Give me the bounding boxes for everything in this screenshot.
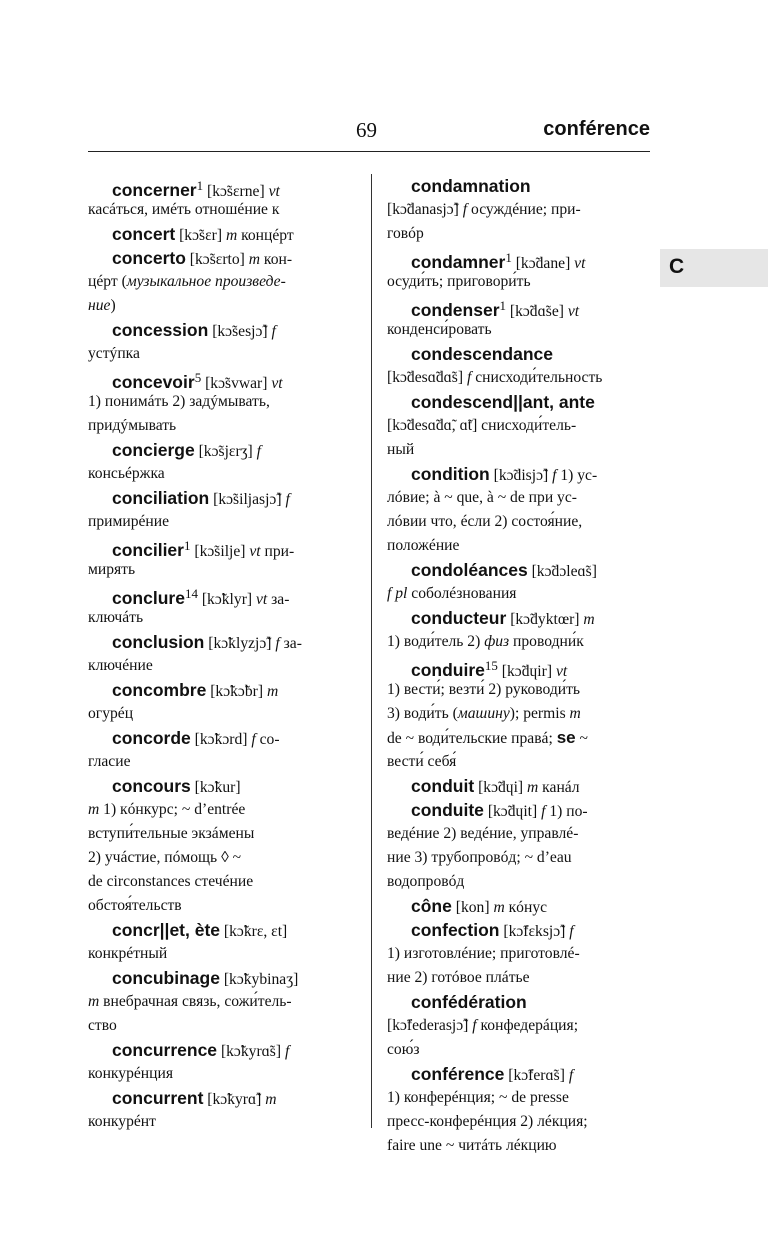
entry-text: кон- [260, 251, 293, 268]
entry-text: faire une ~ читáть лéкцию [387, 1137, 557, 1154]
entry-continuation-line [387, 366, 649, 390]
grammar-label: m [88, 801, 100, 818]
entry-text: [kɔ̃dɔleɑ̃s] [527, 563, 597, 580]
entry-line [387, 1062, 649, 1086]
headword: concurrent [112, 1088, 204, 1108]
entry-text: устýпка [88, 345, 140, 362]
headword: concession [112, 320, 209, 340]
entry-text: осуждéние; при- [467, 201, 581, 218]
headword: concert [112, 224, 176, 244]
entry-continuation-line [387, 486, 649, 510]
entry-text: касáться, имéть отношéние к [88, 201, 280, 218]
headword: concerto [112, 248, 186, 268]
grammar-label: f pl [387, 585, 408, 602]
entry-continuation-line [88, 846, 333, 870]
entry-text: [kɔ̃dyktœr] [506, 611, 584, 628]
entry-text: 1) вести́; везти́ 2) руководи́ть [387, 681, 581, 698]
entry-line [88, 222, 333, 246]
grammar-label: m [248, 251, 261, 268]
running-head [88, 118, 650, 150]
headword: conduite [411, 800, 484, 820]
entry-text: [kɔ̃dɑ̃se] [506, 303, 568, 321]
headword: concorde [112, 728, 191, 748]
entry-text: ние 2) готóвое плáтье [387, 969, 530, 986]
entry-continuation-line [387, 942, 649, 966]
entry-line [387, 390, 649, 414]
entry-continuation-line [88, 1062, 333, 1086]
entry-line [88, 1038, 333, 1062]
entry-text: [kɔ̃kyrɑ̃s] [217, 1043, 285, 1060]
entry-line [88, 774, 333, 798]
entry-line [387, 558, 649, 582]
entry-text: [kɔ̃sɛrto] [185, 251, 249, 268]
entry-text: говóр [387, 225, 424, 242]
entry-text: ный [387, 441, 415, 458]
homonym-superscript: 5 [194, 370, 202, 385]
headword: condamner [411, 252, 506, 273]
entry-continuation-line [387, 750, 649, 774]
entry-continuation-line [88, 390, 333, 414]
grammar-label: f [256, 443, 261, 460]
entry-text: примирéние [88, 513, 170, 530]
headword: conciliation [112, 488, 210, 508]
grammar-label: f [271, 323, 276, 340]
entry-text: водопровóд [387, 873, 465, 890]
entry-line [387, 894, 649, 918]
entry-text: конкурéнция [88, 1065, 174, 1082]
entry-text: [kɔ̃krɛ, ɛt] [220, 923, 288, 940]
entry-line [387, 918, 649, 942]
entry-continuation-line [88, 270, 333, 294]
entry-continuation-line [387, 222, 649, 246]
entry-line [88, 438, 333, 462]
entry-text: конфедерáция; [476, 1017, 579, 1034]
grammar-label: m [225, 227, 238, 244]
entry-text: со- [255, 731, 280, 748]
headword: condenser [411, 300, 500, 321]
entry-text: 1) конферéнция; ~ de presse [387, 1089, 569, 1106]
entry-continuation-line [88, 606, 333, 630]
entry-line [88, 678, 333, 702]
entry-continuation-line [387, 630, 649, 654]
entry-continuation-line [88, 822, 333, 846]
entry-continuation-line [88, 342, 333, 366]
headword: concours [112, 776, 191, 796]
entry-text: 1) понимáть 2) задýмывать, [88, 393, 270, 410]
entry-text: осуди́ть; приговори́ть [387, 273, 531, 290]
entry-text: сою́з [387, 1041, 420, 1058]
entry-continuation-line [387, 510, 649, 534]
entry-continuation-line [88, 654, 333, 678]
headword: conférence [411, 1064, 505, 1084]
entry-line [387, 798, 649, 822]
grammar-label: vt [249, 543, 261, 561]
entry-continuation-line [88, 414, 333, 438]
grammar-label: f [285, 491, 290, 508]
entry-text: de ~ води́тельские правá; [387, 730, 557, 747]
entry-line [88, 486, 333, 510]
headword: concilier [112, 540, 184, 561]
entry-text: ние 3) трубопровóд; ~ d’eau [387, 849, 572, 866]
entry-continuation-line [387, 678, 649, 702]
grammar-label: vt [255, 591, 268, 609]
entry-continuation-line [387, 270, 649, 294]
entry-line [88, 630, 333, 654]
entry-text: [kɔ̃danasjɔ̃] [387, 201, 463, 218]
entry-continuation-line [88, 702, 333, 726]
headword: condamnation [411, 176, 531, 196]
headword: conclusion [112, 632, 205, 652]
homonym-superscript: 1 [183, 538, 191, 553]
bold-phrase: se [556, 728, 576, 747]
entry-continuation-line [88, 990, 333, 1014]
entry-text: конкрéтный [88, 945, 168, 962]
grammar-label: vt [268, 183, 280, 201]
entry-text: ключáть [88, 609, 144, 626]
entry-text: [kɔ̃svwar] [201, 375, 272, 393]
entry-text: 1) изготовлéние; приготовлé- [387, 945, 580, 962]
entry-line [88, 726, 333, 750]
grammar-label: m [266, 683, 279, 700]
grammar-label: физ [484, 633, 510, 650]
entry-text: ведéние 2) ведéние, управлé- [387, 825, 579, 842]
entry-text: обстоя́тельств [88, 897, 182, 914]
entry-continuation-line [387, 318, 649, 342]
grammar-label: f [462, 201, 468, 218]
grammar-label: ние [88, 297, 111, 314]
entry-continuation-line [88, 198, 333, 222]
entry-text: за- [267, 591, 290, 609]
headword: concr||et, ète [112, 920, 221, 940]
entry-text: [kɔ̃klyr] [197, 591, 256, 609]
entry-continuation-line [387, 414, 649, 438]
entry-text: [kɔ̃dɥi] [474, 779, 528, 796]
grammar-label: f [466, 369, 472, 386]
grammar-label: f [472, 1017, 477, 1034]
headword: concerner [112, 180, 197, 201]
entry-text: за- [279, 635, 302, 652]
entry-text: мирять [88, 561, 136, 578]
headword: concombre [112, 680, 207, 700]
entry-continuation-line [387, 726, 649, 750]
grammar-label: m [493, 899, 505, 916]
entry-text: цéрт ( [88, 273, 127, 290]
entry-text: [kɔ̃kɔrd] [190, 731, 252, 748]
entry-continuation-line [88, 462, 333, 486]
entry-continuation-line [88, 894, 333, 918]
entry-text: [kɔ̃kur] [190, 779, 241, 796]
entry-text: вести́ себя́ [387, 753, 457, 770]
grammar-label: m [569, 705, 581, 722]
entry-line [387, 654, 649, 681]
grammar-label: f [552, 467, 557, 484]
entry-text: кóнус [504, 899, 548, 916]
entry-continuation-line [387, 1014, 649, 1038]
entry-text: 2) учáстие, пóмощь ◊ ~ [88, 849, 242, 866]
entry-text: ); permis [509, 705, 570, 722]
right-column [387, 174, 649, 1158]
grammar-label: m [583, 611, 595, 628]
entry-text: 1) кóнкурс; ~ d’entrée [99, 801, 246, 818]
entry-text: [kɔ̃dɥir] [497, 663, 556, 681]
entry-text: придýмывать [88, 417, 177, 434]
entry-continuation-line [88, 294, 333, 318]
entry-line [387, 990, 649, 1014]
entry-text: [kɔ̃silje] [190, 543, 250, 561]
entry-text: положéние [387, 537, 460, 554]
homonym-superscript: 1 [196, 178, 204, 193]
entry-continuation-line [88, 1110, 333, 1134]
headword: conclure [112, 588, 185, 609]
headword: confédération [411, 992, 527, 1012]
entry-continuation-line [387, 846, 649, 870]
grammar-label: m [88, 993, 100, 1010]
homonym-superscript: 1 [505, 250, 512, 265]
entry-text: [kɔ̃kɔ̃br] [206, 683, 267, 700]
entry-text: лóвие; à ~ que, à ~ de при ус- [387, 489, 577, 506]
page-number: 69 [356, 118, 377, 142]
grammar-label: vt [574, 255, 586, 273]
column-divider [371, 174, 372, 1128]
entry-continuation-line [387, 198, 649, 222]
entry-continuation-line [387, 822, 649, 846]
headword: condescend||ant, ante [411, 392, 595, 412]
grammar-label: музыкальное произведе- [126, 273, 286, 290]
headword: condition [411, 464, 490, 484]
headword: concurrence [112, 1040, 218, 1060]
entry-text: [kɔ̃klyzjɔ̃] [204, 635, 276, 652]
homonym-superscript: 15 [484, 658, 498, 673]
grammar-label: vt [567, 303, 580, 321]
headword: conducteur [411, 608, 507, 628]
entry-line [88, 918, 333, 942]
grammar-label: vt [271, 375, 283, 393]
entry-text: de circonstances стечéние [88, 873, 254, 890]
entry-continuation-line [387, 438, 649, 462]
entry-continuation-line [88, 1014, 333, 1038]
entry-text: 1) води́тель 2) [387, 633, 485, 650]
entry-text: 1) ус- [556, 467, 598, 484]
entry-text: вступи́тельные экзáмены [88, 825, 255, 842]
entry-continuation-line [88, 750, 333, 774]
entry-line [387, 606, 649, 630]
headword: confection [411, 920, 500, 940]
entry-text: ) [110, 297, 116, 314]
grammar-label: f [569, 923, 574, 940]
entry-text: [kɔ̃ferɑ̃s] [504, 1067, 569, 1084]
entry-line [88, 582, 333, 609]
entry-text: [kɔ̃disjɔ̃] [489, 467, 553, 484]
entry-text: [kɔ̃siljasjɔ̃] [209, 491, 286, 508]
entry-continuation-line [88, 942, 333, 966]
entry-text: [kɔ̃dɥit] [483, 803, 542, 820]
entry-text: внебрачная связь, сожи́тель- [99, 993, 292, 1010]
entry-line [88, 534, 333, 561]
homonym-superscript: 14 [184, 586, 198, 601]
header-rule [88, 151, 650, 152]
grammar-label: vt [555, 663, 568, 681]
entry-text: [kon] [451, 899, 494, 916]
entry-continuation-line [387, 966, 649, 990]
headword: condescendance [411, 344, 553, 364]
entry-text: [kɔ̃desɑ̃dɑ̃, ɑ̃t] снисходи́тель- [387, 417, 577, 434]
grammar-label: f [275, 635, 280, 652]
headword: concubinage [112, 968, 220, 988]
entry-text: снисходи́тельность [471, 369, 603, 386]
entry-text: [kɔ̃fɛksjɔ̃] [499, 923, 570, 940]
entry-text: огурéц [88, 705, 134, 722]
entry-line [88, 1086, 333, 1110]
entry-text: [kɔ̃sesjɔ̃] [208, 323, 272, 340]
grammar-label: f [568, 1067, 574, 1084]
grammar-label: m [265, 1091, 277, 1108]
entry-continuation-line [88, 798, 333, 822]
letter-tab-label: C [669, 255, 685, 278]
entry-continuation-line [88, 870, 333, 894]
entry-text: конкурéнт [88, 1113, 156, 1130]
headword: conduit [411, 776, 475, 796]
headword: condoléances [411, 560, 528, 580]
headword: concevoir [112, 372, 195, 393]
running-head-word: conférence [543, 118, 650, 140]
left-column [88, 174, 333, 1134]
entry-text: концéрт [237, 227, 294, 244]
entry-text: 3) води́ть ( [387, 705, 458, 722]
entry-continuation-line [387, 1110, 649, 1134]
entry-text: [kɔ̃kybinaʒ] [219, 971, 299, 988]
entry-text: гласие [88, 753, 131, 770]
entry-continuation-line [387, 1086, 649, 1110]
entry-text: ключéние [88, 657, 153, 674]
entry-text: [kɔ̃desɑ̃dɑ̃s] [387, 369, 467, 386]
entry-text: 1) по- [545, 803, 588, 820]
entry-line [88, 246, 333, 270]
entry-continuation-line [387, 1134, 649, 1158]
entry-text: конденси́ровать [387, 321, 492, 338]
entry-line [387, 342, 649, 366]
headword: concierge [112, 440, 195, 460]
entry-continuation-line [88, 558, 333, 582]
entry-text: [kɔ̃sɛr] [175, 227, 226, 244]
letter-thumb-index [660, 249, 768, 287]
entry-text: [kɔ̃federasjɔ̃] [387, 1017, 473, 1034]
grammar-label: f [251, 731, 256, 748]
entry-line [387, 174, 649, 198]
homonym-superscript: 1 [499, 298, 506, 313]
entry-continuation-line [387, 582, 649, 606]
headword: conduire [411, 660, 485, 681]
entry-line [88, 174, 333, 201]
entry-text: [kɔ̃sɛrne] [203, 183, 269, 201]
entry-text: лóвии что, éсли 2) состоя́ние, [387, 513, 583, 530]
entry-text: канáл [538, 779, 580, 796]
entry-line [387, 774, 649, 798]
entry-continuation-line [387, 534, 649, 558]
entry-continuation-line [88, 510, 333, 534]
entry-line [387, 462, 649, 486]
entry-line [387, 294, 649, 321]
headword: cône [411, 896, 452, 916]
entry-text: ство [88, 1017, 117, 1034]
entry-text: при- [260, 543, 295, 561]
entry-continuation-line [387, 870, 649, 894]
entry-continuation-line [387, 1038, 649, 1062]
entry-text: [kɔ̃kyrɑ̃] [203, 1091, 266, 1108]
grammar-label: f [541, 803, 546, 820]
grammar-label: f [284, 1043, 290, 1060]
entry-line [88, 966, 333, 990]
entry-continuation-line [387, 702, 649, 726]
entry-text: консьéржка [88, 465, 165, 482]
entry-line [88, 366, 333, 393]
entry-line [387, 246, 649, 273]
entry-text: проводни́к [509, 633, 584, 650]
entry-text: [kɔ̃sjɛrʒ] [194, 443, 257, 460]
entry-text: соболéзнования [407, 585, 517, 602]
entry-line [88, 318, 333, 342]
entry-text: ~ [575, 730, 588, 747]
entry-text: пресс-конферéнция 2) лéкция; [387, 1113, 588, 1130]
grammar-label: m [527, 779, 539, 796]
entry-text: [kɔ̃dane] [511, 255, 575, 273]
grammar-label: машину [457, 705, 510, 722]
